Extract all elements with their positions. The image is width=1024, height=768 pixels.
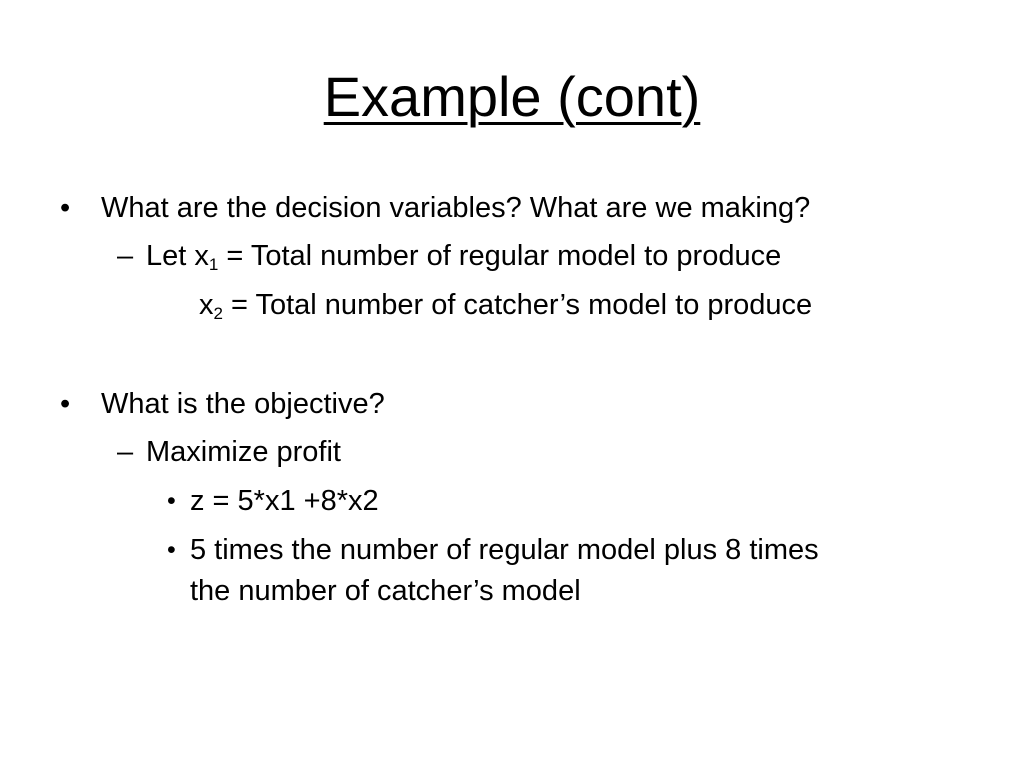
variable-x1-prefix: Let x	[146, 240, 209, 272]
objective-question: What is the objective?	[101, 388, 385, 420]
bullet-3-icon: •	[167, 487, 176, 515]
bullet-4-icon: •	[167, 536, 176, 564]
slide-title: Example (cont)	[323, 65, 701, 128]
variable-x2-text: = Total number of catcher’s model to produce	[222, 289, 813, 321]
variable-x2-subscript: 2	[213, 304, 223, 323]
dash-2-icon: –	[117, 436, 134, 468]
variable-x1-text: = Total number of regular model to produce	[218, 240, 782, 272]
bullet-1-icon: •	[60, 192, 71, 224]
variable-x2-definition	[199, 287, 812, 323]
decision-variables-question: What are the decision variables? What are we making?	[101, 192, 811, 224]
variable-x1-definition	[146, 238, 781, 274]
variable-x1-subscript: 1	[208, 255, 219, 274]
dash-1-icon: –	[117, 240, 134, 272]
profit-explanation-line2: the number of catcher’s model	[190, 575, 581, 607]
objective-answer: Maximize profit	[146, 436, 341, 468]
profit-explanation-line1: 5 times the number of regular model plus 8 times	[190, 534, 819, 566]
variable-x2-prefix: x	[199, 289, 214, 321]
profit-formula: z = 5*x1 +8*x2	[190, 485, 379, 517]
bullet-2-icon: •	[60, 388, 71, 420]
